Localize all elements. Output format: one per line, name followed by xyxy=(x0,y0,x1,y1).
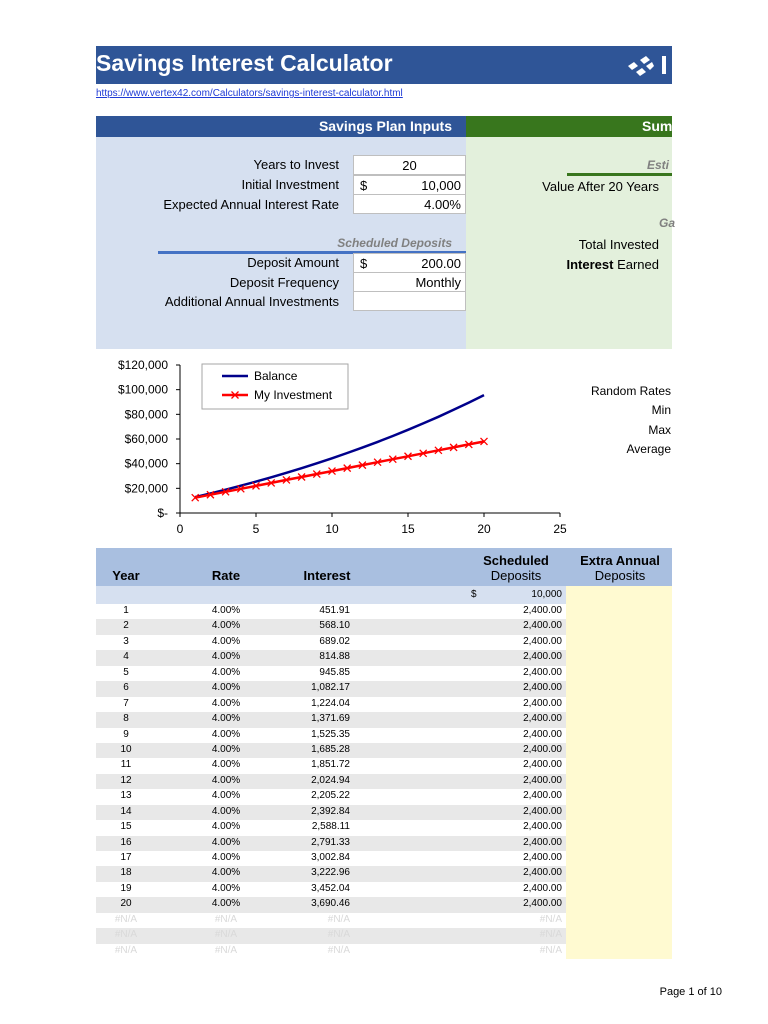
scheduled-deposits-cell: 2,400.00 xyxy=(523,836,562,848)
table-row xyxy=(96,697,672,712)
deposit-amount-label: Deposit Amount xyxy=(247,255,339,270)
chart-x-tick-label: 25 xyxy=(553,522,567,536)
rate-cell: 4.00% xyxy=(211,774,241,786)
initial-extra-deposit-cell[interactable] xyxy=(566,586,672,604)
interest-cell: 1,525.35 xyxy=(311,728,350,740)
rate-cell: 4.00% xyxy=(211,852,241,863)
rate-cell: 4.00% xyxy=(211,682,241,694)
page-number: Page 1 of 10 xyxy=(659,986,722,998)
scheduled-deposits-cell: 2,400.00 xyxy=(523,790,562,802)
year-cell: 2 xyxy=(123,620,129,632)
extra-deposit-cell[interactable] xyxy=(566,728,672,743)
extra-deposit-cell[interactable] xyxy=(566,805,672,820)
page-title: Savings Interest Calculator xyxy=(96,50,393,76)
additional-investments-label: Additional Annual Investments xyxy=(164,294,339,309)
legend-label: My Investment xyxy=(254,388,333,402)
summary-header xyxy=(466,116,672,137)
extra-deposit-cell[interactable] xyxy=(566,774,672,789)
table-row xyxy=(96,851,672,866)
rate-cell: 4.00% xyxy=(211,898,241,910)
extra-deposit-cell[interactable] xyxy=(566,944,672,959)
interest-cell: 689.02 xyxy=(319,635,350,647)
interest-cell: 3,452.04 xyxy=(311,882,350,894)
table-row xyxy=(96,836,672,851)
chart-y-tick-label: $120,000 xyxy=(117,358,168,372)
rate-cell: #N/A xyxy=(214,944,238,956)
legend-label: Balance xyxy=(254,369,298,383)
inputs-header xyxy=(96,116,466,137)
vertex42-url-link[interactable]: https://www.vertex42.com/Calculators/savings-interest-calculator.html xyxy=(96,88,403,99)
deposit-frequency-select[interactable] xyxy=(353,272,466,292)
col-extra-header-line1: Extra Annual xyxy=(580,553,660,568)
year-cell: 12 xyxy=(120,774,132,786)
scheduled-deposits-cell: 2,400.00 xyxy=(523,821,562,833)
interest-cell: 3,690.46 xyxy=(311,898,350,910)
random-rates-average-label: Average xyxy=(626,442,671,456)
initial-investment-value: 10,000 xyxy=(421,178,461,193)
scheduled-deposits-title: Scheduled Deposits xyxy=(337,236,452,250)
inputs-header-label: Savings Plan Inputs xyxy=(318,118,452,134)
year-cell: 6 xyxy=(123,682,129,694)
scheduled-deposits-cell: #N/A xyxy=(539,944,562,956)
extra-deposit-cell[interactable] xyxy=(566,712,672,727)
value-after-label: Value After 20 Years xyxy=(542,179,659,194)
extra-deposit-cell[interactable] xyxy=(566,866,672,881)
year-cell: 18 xyxy=(120,867,132,879)
rate-cell: 4.00% xyxy=(211,790,241,802)
total-invested-label: Total Invested xyxy=(578,237,659,252)
table-row xyxy=(96,743,672,758)
table-row xyxy=(96,928,672,943)
estimate-rule xyxy=(567,173,672,176)
year-cell: 19 xyxy=(120,882,132,894)
vertex42-logo-icon xyxy=(626,52,674,78)
table-row xyxy=(96,758,672,773)
interest-cell: 1,371.69 xyxy=(311,713,350,725)
table-row xyxy=(96,604,672,619)
chart-x-tick-label: 5 xyxy=(252,522,260,536)
rate-cell: 4.00% xyxy=(211,743,241,755)
year-cell: #N/A xyxy=(114,944,138,956)
year-cell: 7 xyxy=(123,697,129,709)
chart-y-tick-label: $60,000 xyxy=(124,432,168,446)
interest-cell: 2,024.94 xyxy=(311,774,350,786)
year-cell: 16 xyxy=(120,836,132,848)
interest-cell: #N/A xyxy=(327,944,350,956)
table-row xyxy=(96,774,672,789)
random-rates-min-label: Min xyxy=(651,403,671,417)
interest-cell: 1,082.17 xyxy=(311,682,350,694)
random-rates-max-label: Max xyxy=(648,423,671,437)
interest-cell: #N/A xyxy=(327,929,350,941)
scheduled-deposits-cell: 2,400.00 xyxy=(523,759,562,771)
extra-deposit-cell[interactable] xyxy=(566,913,672,928)
extra-deposit-cell[interactable] xyxy=(566,789,672,804)
table-row xyxy=(96,666,672,681)
interest-cell: 568.10 xyxy=(319,620,350,632)
interest-earned-suffix: Earned xyxy=(613,257,659,272)
interest-cell: 2,205.22 xyxy=(311,790,350,802)
extra-deposit-cell[interactable] xyxy=(566,897,672,912)
col-interest-header: Interest xyxy=(303,568,351,583)
extra-deposit-cell[interactable] xyxy=(566,928,672,943)
scheduled-deposits-cell: 2,400.00 xyxy=(523,635,562,647)
scheduled-deposits-cell: 2,400.00 xyxy=(523,898,562,910)
rate-cell: 4.00% xyxy=(211,651,241,663)
year-cell: 20 xyxy=(120,898,132,910)
chart-y-tick-label: $- xyxy=(157,506,168,520)
rate-cell: #N/A xyxy=(214,913,238,925)
year-cell: 5 xyxy=(123,666,129,678)
extra-deposit-cell[interactable] xyxy=(566,635,672,650)
deposit-amount-field[interactable] xyxy=(353,253,466,273)
initial-balance-currency: $ xyxy=(471,589,477,600)
year-cell: 11 xyxy=(120,759,132,771)
scheduled-deposits-cell: 2,400.00 xyxy=(523,697,562,709)
scheduled-deposits-cell: 2,400.00 xyxy=(523,620,562,632)
year-cell: 3 xyxy=(123,635,129,647)
chart-series-line-1 xyxy=(195,442,484,498)
extra-deposit-cell[interactable] xyxy=(566,851,672,866)
table-row xyxy=(96,650,672,665)
chart-x-tick-label: 20 xyxy=(477,522,491,536)
table-row xyxy=(96,789,672,804)
scheduled-deposits-cell: 2,400.00 xyxy=(523,743,562,755)
year-cell: 9 xyxy=(123,728,129,740)
chart-y-tick-label: $100,000 xyxy=(117,382,168,397)
scheduled-deposits-cell: #N/A xyxy=(539,913,562,925)
deposit-frequency-label: Deposit Frequency xyxy=(229,275,339,290)
year-cell: #N/A xyxy=(114,913,138,925)
chart-y-tick-label: $40,000 xyxy=(124,456,168,471)
initial-balance-value: 10,000 xyxy=(531,589,562,600)
extra-deposit-cell[interactable] xyxy=(566,604,672,619)
scheduled-deposits-cell: 2,400.00 xyxy=(523,682,562,694)
interest-earned-bold: Interest xyxy=(566,257,614,272)
years-to-invest-label: Years to Invest xyxy=(253,157,339,172)
scheduled-deposits-cell: 2,400.00 xyxy=(523,605,562,616)
scheduled-deposits-cell: 2,400.00 xyxy=(523,774,562,786)
table-row xyxy=(96,805,672,820)
interest-cell: 1,224.04 xyxy=(311,697,350,709)
schedule-table-header xyxy=(96,548,672,586)
extra-deposit-cell[interactable] xyxy=(566,882,672,897)
year-cell: 4 xyxy=(123,651,129,663)
initial-balance-row xyxy=(96,586,672,604)
year-cell: 14 xyxy=(120,805,132,817)
deposit-frequency-value: Monthly xyxy=(415,275,461,290)
initial-investment-label: Initial Investment xyxy=(241,177,339,192)
chart-y-tick-label: $20,000 xyxy=(124,481,168,496)
rate-cell: 4.00% xyxy=(211,620,241,632)
deposit-amount-currency: $ xyxy=(360,256,368,271)
deposit-amount-value: 200.00 xyxy=(421,256,461,271)
rate-cell: 4.00% xyxy=(211,666,241,678)
rate-cell: 4.00% xyxy=(211,882,241,894)
extra-deposit-cell[interactable] xyxy=(566,697,672,712)
chart-y-tick-label: $80,000 xyxy=(124,407,168,422)
rate-cell: 4.00% xyxy=(211,867,241,879)
col-year-header: Year xyxy=(112,568,140,583)
scheduled-deposits-cell: 2,400.00 xyxy=(523,805,562,817)
interest-earned-label xyxy=(566,257,659,272)
interest-cell: 2,392.84 xyxy=(311,805,350,817)
table-row xyxy=(96,635,672,650)
rate-cell: 4.00% xyxy=(211,605,241,616)
interest-cell: 2,588.11 xyxy=(311,821,350,833)
extra-deposit-cell[interactable] xyxy=(566,836,672,851)
year-cell: 13 xyxy=(120,790,132,802)
chart-x-tick-label: 15 xyxy=(401,522,415,536)
table-row xyxy=(96,866,672,881)
rate-cell: #N/A xyxy=(214,929,238,941)
scheduled-deposits-cell: 2,400.00 xyxy=(523,651,562,663)
col-rate-header: Rate xyxy=(211,568,241,583)
years-to-invest-value: 20 xyxy=(402,158,417,173)
initial-investment-currency: $ xyxy=(360,178,368,193)
col-scheduled-header-line2: Deposits xyxy=(490,568,542,583)
interest-cell: 1,851.72 xyxy=(311,759,350,771)
table-row xyxy=(96,913,672,928)
rate-cell: 4.00% xyxy=(211,805,241,817)
chart-x-tick-label: 0 xyxy=(176,522,184,536)
interest-rate-field[interactable] xyxy=(353,194,466,214)
table-row xyxy=(96,728,672,743)
interest-cell: 451.91 xyxy=(319,605,350,616)
initial-investment-field[interactable] xyxy=(353,175,466,195)
title-bar xyxy=(96,46,672,84)
rate-cell: 4.00% xyxy=(211,759,241,771)
chart-x-tick-label: 10 xyxy=(325,522,339,536)
scheduled-deposits-cell: 2,400.00 xyxy=(523,728,562,740)
scheduled-deposits-cell: #N/A xyxy=(539,929,562,941)
interest-cell: 814.88 xyxy=(319,651,350,663)
extra-deposit-cell[interactable] xyxy=(566,758,672,773)
schedule-table-body xyxy=(96,604,672,959)
chart-series-line-0 xyxy=(195,395,484,497)
year-cell: 10 xyxy=(120,743,132,755)
estimate-title: Esti xyxy=(647,158,670,172)
scheduled-deposits-cell: 2,400.00 xyxy=(523,713,562,725)
table-row xyxy=(96,681,672,696)
random-rates-label: Random Rates xyxy=(590,384,671,398)
additional-investments-field[interactable] xyxy=(353,291,466,311)
col-extra-header-line2: Deposits xyxy=(594,568,646,583)
gains-title: Ga xyxy=(659,216,676,230)
rate-cell: 4.00% xyxy=(211,713,241,725)
extra-deposit-cell[interactable] xyxy=(566,820,672,835)
interest-cell: 3,002.84 xyxy=(311,852,350,863)
year-cell: 1 xyxy=(123,605,129,616)
table-row xyxy=(96,820,672,835)
rate-cell: 4.00% xyxy=(211,821,241,833)
interest-rate-label: Expected Annual Interest Rate xyxy=(163,197,339,212)
balance-chart xyxy=(96,352,576,542)
rate-cell: 4.00% xyxy=(211,728,241,740)
table-row xyxy=(96,944,672,959)
year-cell: 15 xyxy=(120,821,132,833)
interest-cell: 2,791.33 xyxy=(311,836,350,848)
year-cell: 8 xyxy=(123,713,129,725)
scheduled-deposits-cell: 2,400.00 xyxy=(523,666,562,678)
extra-deposit-cell[interactable] xyxy=(566,681,672,696)
table-row xyxy=(96,712,672,727)
col-scheduled-header-line1: Scheduled xyxy=(483,553,549,568)
summary-header-label: Sum xyxy=(642,118,673,134)
interest-cell: #N/A xyxy=(327,913,350,925)
extra-deposit-cell[interactable] xyxy=(566,666,672,681)
table-row xyxy=(96,897,672,912)
scheduled-deposits-cell: 2,400.00 xyxy=(523,852,562,863)
extra-deposit-cell[interactable] xyxy=(566,650,672,665)
interest-cell: 3,222.96 xyxy=(311,867,350,879)
extra-deposit-cell[interactable] xyxy=(566,743,672,758)
interest-rate-value: 4.00% xyxy=(424,197,461,212)
interest-cell: 1,685.28 xyxy=(311,743,350,755)
rate-cell: 4.00% xyxy=(211,697,241,709)
rate-cell: 4.00% xyxy=(211,635,241,647)
interest-cell: 945.85 xyxy=(319,666,350,678)
scheduled-deposits-cell: 2,400.00 xyxy=(523,882,562,894)
rate-cell: 4.00% xyxy=(211,836,241,848)
year-cell: 17 xyxy=(120,852,132,863)
spreadsheet-page xyxy=(96,0,676,1000)
year-cell: #N/A xyxy=(114,929,138,941)
years-to-invest-field[interactable] xyxy=(353,155,466,175)
scheduled-deposits-cell: 2,400.00 xyxy=(523,867,562,879)
table-row xyxy=(96,882,672,897)
extra-deposit-cell[interactable] xyxy=(566,619,672,634)
table-row xyxy=(96,619,672,634)
